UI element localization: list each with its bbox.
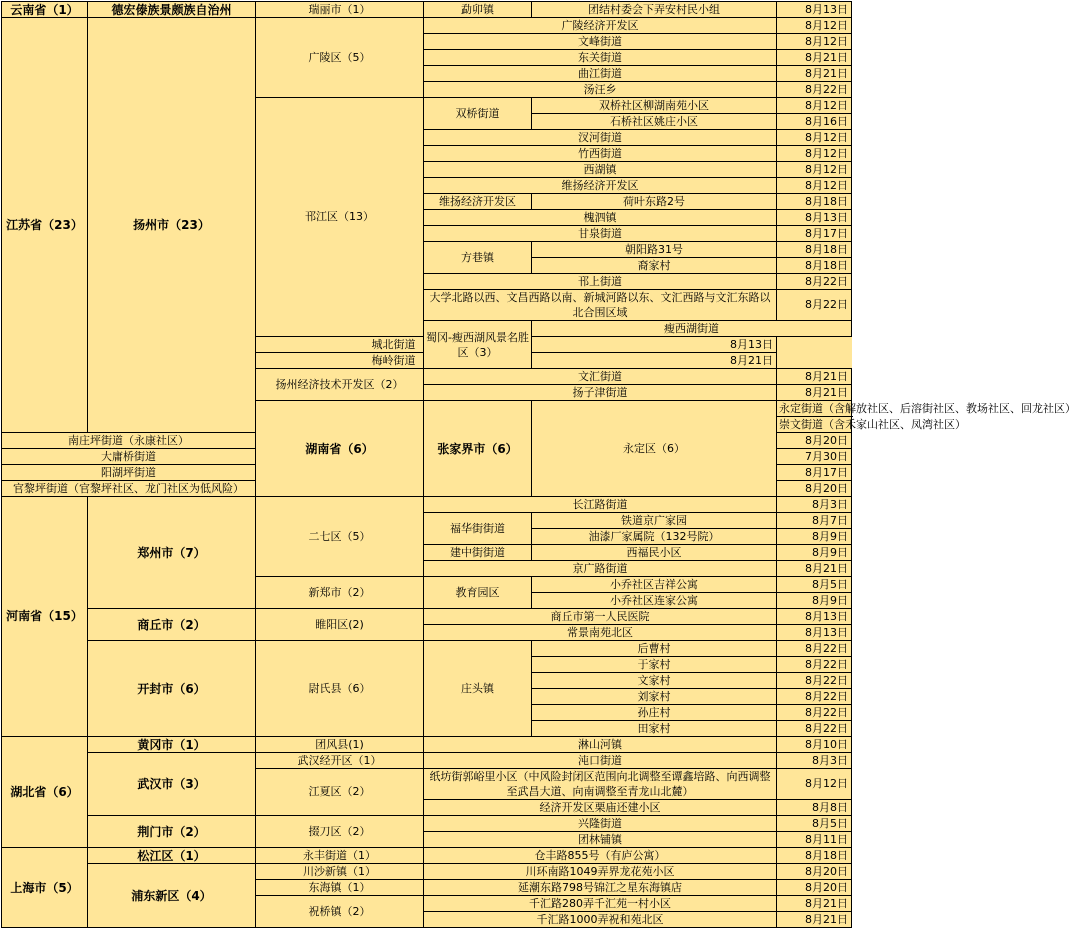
date-cell: 8月21日 [777,385,852,401]
district-cell: 瑞丽市（1） [256,2,424,18]
area-cell: 团林铺镇 [424,832,777,848]
date-cell: 8月11日 [777,832,852,848]
date-cell: 8月13日 [532,337,777,353]
table-row [2,753,852,769]
district-cell: 川沙新镇（1） [256,864,424,880]
area-cell: 团结村委会下弄安村民小组 [532,2,777,18]
date-cell: 8月3日 [777,753,852,769]
date-cell: 8月13日 [777,210,852,226]
area-cell: 仓丰路855号（有庐公寓） [424,848,777,864]
date-cell: 8月12日 [777,98,852,114]
date-cell: 8月20日 [777,481,852,497]
province-cell: 湖北省（6） [2,737,88,848]
area-cell: 沌口街道 [424,753,777,769]
area-cell: 城北街道 [256,337,532,353]
table-row [2,609,852,625]
area-cell: 经济开发区栗庙还建小区 [424,800,777,816]
date-cell: 8月22日 [777,705,852,721]
date-cell: 8月20日 [777,880,852,896]
area-cell: 南庄坪街道（永康社区） [2,433,256,449]
city-cell: 松江区（1） [88,848,256,864]
area-cell: 竹西街道 [424,146,777,162]
street-cell: 建中街街道 [424,545,532,561]
date-cell: 8月10日 [777,737,852,753]
area-cell: 千汇路1000弄祝和苑北区 [424,912,777,928]
date-cell: 8月18日 [777,258,852,274]
area-cell: 文峰街道 [424,34,777,50]
street-cell: 庄头镇 [424,641,532,737]
district-cell: 团风县(1) [256,737,424,753]
area-cell: 朝阳路31号 [532,242,777,258]
street-cell: 双桥街道 [424,98,532,130]
city-cell: 扬州市（23） [88,18,256,433]
date-cell: 8月9日 [777,545,852,561]
city-cell: 浦东新区（4） [88,864,256,928]
date-cell: 8月5日 [777,577,852,593]
street-cell: 维扬经济开发区 [424,194,532,210]
district-cell: 二七区（5） [256,497,424,577]
area-cell: 梅岭街道 [256,353,532,369]
date-cell: 8月3日 [777,497,852,513]
table-row [2,864,852,880]
table-row [2,497,852,513]
area-cell: 京广路街道 [424,561,777,577]
district-cell: 睢阳区(2) [256,609,424,641]
table-row [2,816,852,832]
date-cell: 8月18日 [777,848,852,864]
province-cell: 上海市（5） [2,848,88,928]
area-cell: 千汇路280弄千汇苑一村小区 [424,896,777,912]
date-cell: 8月22日 [777,721,852,737]
date-cell: 8月12日 [777,146,852,162]
date-cell: 7月30日 [777,449,852,465]
table-row [2,2,852,18]
district-cell: 掇刀区（2） [256,816,424,848]
district-cell: 祝桥镇（2） [256,896,424,928]
province-cell: 云南省（1） [2,2,88,18]
area-cell: 大庸桥街道 [2,449,256,465]
area-cell: 刘家村 [532,689,777,705]
street-cell: 教育园区 [424,577,532,609]
date-cell: 8月17日 [777,465,852,481]
date-cell: 8月17日 [777,226,852,242]
area-cell: 汊河街道 [424,130,777,146]
area-cell: 油漆厂家属院（132号院） [532,529,777,545]
table-row [2,641,852,657]
area-cell: 荷叶东路2号 [532,194,777,210]
area-cell: 西福民小区 [532,545,777,561]
date-cell: 8月12日 [777,769,852,800]
date-cell: 8月22日 [777,641,852,657]
area-cell: 甘泉街道 [424,226,777,242]
district-cell: 邗江区（13） [256,98,424,337]
date-cell: 8月7日 [777,513,852,529]
area-cell: 双桥社区柳湖南苑小区 [532,98,777,114]
date-cell: 8月22日 [777,290,852,321]
date-cell: 8月22日 [777,274,852,290]
province-cell: 江苏省（23） [2,18,88,433]
street-cell: 福华街街道 [424,513,532,545]
area-cell: 于家村 [532,657,777,673]
area-cell: 崇文街道（含禾家山社区、凤湾社区） [777,417,852,433]
area-cell: 扬子津街道 [424,385,777,401]
area-cell: 官黎坪街道（官黎坪社区、龙门社区为低风险） [2,481,256,497]
table-row [2,18,852,34]
district-cell: 蜀冈-瘦西湖风景名胜区（3） [424,321,532,369]
date-cell: 8月22日 [777,689,852,705]
city-cell: 武汉市（3） [88,753,256,816]
city-cell: 开封市（6） [88,641,256,737]
district-cell: 广陵区（5） [256,18,424,98]
district-cell: 永定区（6） [532,401,777,497]
date-cell: 8月20日 [777,433,852,449]
date-cell: 8月20日 [777,864,852,880]
area-cell: 阳湖坪街道 [2,465,256,481]
area-cell: 商丘市第一人民医院 [424,609,777,625]
date-cell: 8月9日 [777,593,852,609]
city-cell: 荆门市（2） [88,816,256,848]
district-cell: 扬州经济技术开发区（2） [256,369,424,401]
date-cell: 8月9日 [777,529,852,545]
district-cell: 永丰街道（1） [256,848,424,864]
date-cell: 8月21日 [777,66,852,82]
area-cell: 兴隆街道 [424,816,777,832]
street-cell: 勐卯镇 [424,2,532,18]
area-cell: 小乔社区吉祥公寓 [532,577,777,593]
area-cell: 纸坊街郭峪里小区（中风险封闭区范围向北调整至谭鑫培路、向西调整至武昌大道、向南调整至青龙山北麓） [424,769,777,800]
area-cell: 延潮东路798号锦江之星东海镇店 [424,880,777,896]
date-cell: 8月12日 [777,18,852,34]
area-cell: 瘦西湖街道 [532,321,852,337]
table-row [2,737,852,753]
date-cell: 8月12日 [777,34,852,50]
area-cell: 西湖镇 [424,162,777,178]
date-cell: 8月22日 [777,657,852,673]
area-cell: 孙庄村 [532,705,777,721]
area-cell: 大学北路以西、文昌西路以南、新城河路以东、文汇西路与文汇东路以北合围区域 [424,290,777,321]
district-cell: 江夏区（2） [256,769,424,816]
province-cell: 湖南省（6） [256,401,424,497]
table-row [2,848,852,864]
city-cell: 德宏傣族景颇族自治州 [88,2,256,18]
date-cell: 8月21日 [777,369,852,385]
date-cell: 8月21日 [777,912,852,928]
date-cell: 8月18日 [777,194,852,210]
area-cell: 文家村 [532,673,777,689]
city-cell: 郑州市（7） [88,497,256,609]
district-cell: 新郑市（2） [256,577,424,609]
area-cell: 槐泗镇 [424,210,777,226]
district-cell: 东海镇（1） [256,880,424,896]
area-cell: 常景南苑北区 [424,625,777,641]
area-cell: 铁道京广家园 [532,513,777,529]
district-cell: 武汉经开区（1） [256,753,424,769]
date-cell: 8月16日 [777,114,852,130]
city-cell: 黄冈市（1） [88,737,256,753]
area-cell: 后曹村 [532,641,777,657]
area-cell: 广陵经济开发区 [424,18,777,34]
area-cell: 东关街道 [424,50,777,66]
date-cell: 8月21日 [777,896,852,912]
date-cell: 8月13日 [777,625,852,641]
area-cell: 永定街道（含解放社区、后溶街社区、教场社区、回龙社区） [777,401,852,417]
date-cell: 8月13日 [777,609,852,625]
date-cell: 8月12日 [777,162,852,178]
risk-area-table-body [2,2,1076,928]
area-cell: 邗上街道 [424,274,777,290]
date-cell: 8月8日 [777,800,852,816]
city-cell: 商丘市（2） [88,609,256,641]
date-cell: 8月18日 [777,242,852,258]
province-cell: 河南省（15） [2,497,88,737]
area-cell: 裔家村 [532,258,777,274]
area-cell: 维扬经济开发区 [424,178,777,194]
city-cell: 张家界市（6） [424,401,532,497]
date-cell: 8月5日 [777,816,852,832]
date-cell: 8月12日 [777,130,852,146]
area-cell: 文汇街道 [424,369,777,385]
area-cell: 曲江街道 [424,66,777,82]
date-cell: 8月21日 [777,50,852,66]
area-cell: 汤汪乡 [424,82,777,98]
district-cell: 尉氏县（6） [256,641,424,737]
area-cell: 小乔社区连家公寓 [532,593,777,609]
area-cell: 长江路街道 [424,497,777,513]
date-cell: 8月13日 [777,2,852,18]
date-cell: 8月22日 [777,82,852,98]
area-cell: 淋山河镇 [424,737,777,753]
date-cell: 8月12日 [777,178,852,194]
date-cell: 8月21日 [777,561,852,577]
date-cell: 8月22日 [777,673,852,689]
street-cell: 方巷镇 [424,242,532,274]
area-cell: 石桥社区姚庄小区 [532,114,777,130]
date-cell: 8月21日 [532,353,777,369]
area-cell: 川环南路1049弄界龙花苑小区 [424,864,777,880]
risk-area-table [1,1,1076,928]
area-cell: 田家村 [532,721,777,737]
